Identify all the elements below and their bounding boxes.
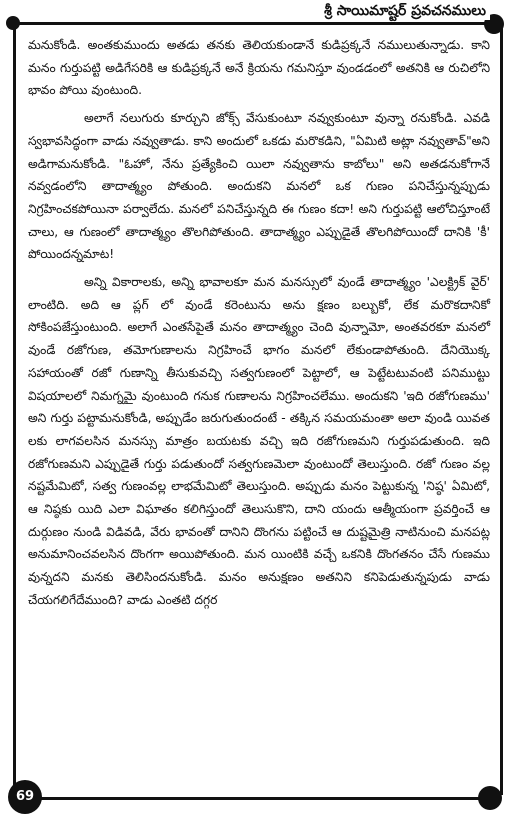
paragraph: అలాగే నలుగురు కూర్చుని జోక్స్ వేసుకుంటూ నవ్వుకుంటూ వున్నా రనుకోండి. ఎవడి స్వభావసిద్ధంగా వాడు నవ్వుతాడు. కాని అందులో ఒకడు మరొకడిని, "ఏమిటి అట్లా నవ్వుతావ్"అని అడిగామనుకోండి. "ఓహో, నేను ప్రత్యేకించి యిలా నవ్వుతాను కాబోలు" అని అతడనుకోగానే నవ్వడంలోని తాదాత్మ్యం పోతుంది. అందుకని మనలో ఒక గుణం పనిచేస్తున్నప్పుడు నిగ్రహించకపోయినా పర్వాలేదు. మనలో పనిచేస్తున్నది ఈ గుణం కదా! అని గుర్తుపట్టి ఆలోచిస్తూంటే చాలు, ఆ గుణంలో తాదాత్మ్యం తొలగిపోతుంది. తాదాత్మ్యం ఎప్పుడైతే తొలగిపోయిందో దానికి 'కీ' పోయిందన్నమాట!	[28, 111, 490, 262]
body-text	[28, 34, 490, 617]
paragraph: అన్ని వికారాలకు, అన్ని భావాలకూ మన మనస్సులో వుండే తాదాత్మ్యం 'ఎలక్ట్రిక్ వైర్' లాంటిది. అది ఆ ప్లగ్ లో వుండే కరెంటును అను క్షణం బల్బుకో, లేక మరొకదానికో సోకింపజేస్తుంటుంది. అలాగే ఎంతసేపైతే మనం తాదాత్మ్యం చెంది వున్నామో, అంతవరకూ మనలో వుండే రజోగుణ, తమోగుణాలను నిగ్రహించే భాగం మనలో లేకుండాపోతుంది. దేనియొక్క సహాయంతో రజో గుణాన్ని తీసుకువచ్చి సత్వగుణంలో పెట్టాలో, ఆ పెట్టేటటువంటి పనిముట్టు విషయాలలో నిమగ్నమై వుంటుంది గనుక గుణాలను నిగ్రహించలేము. అందుకని 'ఇది రజోగుణము' అని గుర్తు పట్టామనుకోండి, అప్పుడేం జరుగుతుందంటే - తక్కిన సమయమంతా అలా వుండి యివత లకు లాగవలసిన మనస్సు మాత్రం బయటకు వచ్చి ఇది రజోగుణమని గుర్తుపడుతుంది. ఇది రజోగుణమని ఎప్పుడైతే గుర్తు పడుతుందో సత్వగుణమెలా వుంటుందో తెలుస్తుంది. రజో గుణం వల్ల నష్టమేమిటో, సత్వ గుణంవల్ల లాభమేమిటో తెలుస్తుంది. అప్పుడు మనం పెట్టుకున్న 'నిష్ఠ' ఏమిటో, ఆ నిష్ఠకు యిది ఎలా విఘాతం కలిగిస్తుందో తెలుసుకొని, దాని యందు ఆత్మీయంగా ప్రవర్తించే ఆ దుర్గుణం నుండి విడివడి, వేరు భావంతో దానిని దొంగను పట్టించే ఆ దుష్టమైత్రి నాటినుంచి మనపట్ల అనుమానించవలసిన దొంగగా అయిపోతుంది. మన యింటికి వచ్చే ఒకనికి దొంగతనం చేసే గుణము వున్నదని మనకు తెలిసిందనుకోండి. మనం అనుక్షణం అతనిని కనిపెడుతున్నపుడు వాడు చేయగలిగేదేముంది? వాడు ఎంతటి దగ్గర	[28, 275, 490, 607]
running-title: శ్రీ సాయిమాష్టర్ ప్రవచనములు	[320, 2, 490, 20]
right-border-rule	[500, 25, 503, 795]
page-number: 69	[15, 789, 35, 804]
left-border-rule	[13, 25, 16, 795]
footer-rule	[30, 797, 490, 800]
paragraph-continued: మనుకోండి. అంతకుముందు అతడు తనకు తెలియకుండానే కుడిప్రక్కనే నములుతున్నాడు. కాని మనం గుర్తుపట్టి అడిగేసరికి ఆ కుడిప్రక్కనే అనే క్రియను గమనిస్తూ వుండడంలో అతనికి ఆ రుచిలోని భావం పోయి వుంటుంది.	[28, 38, 490, 98]
footer-ornament-dot	[478, 786, 502, 810]
header-rule	[14, 22, 494, 25]
